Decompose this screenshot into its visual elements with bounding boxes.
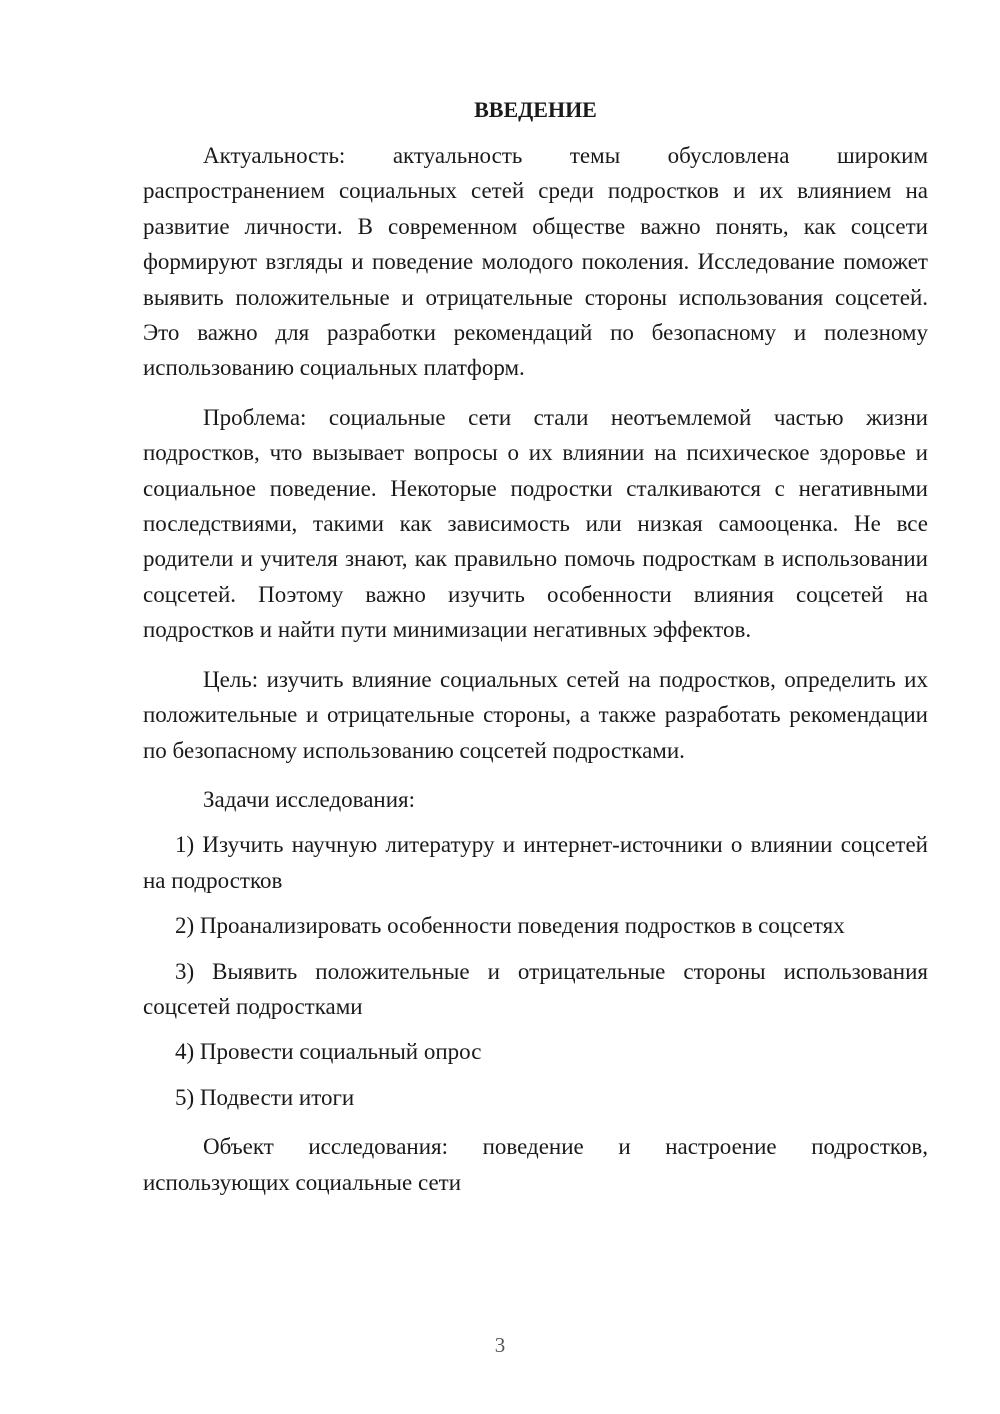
task-item-5: 5) Подвести итоги bbox=[175, 1084, 355, 1110]
tasks-heading: Задачи исследования: bbox=[203, 786, 416, 812]
task-item-4: 4) Провести социальный опрос bbox=[175, 1039, 482, 1065]
relevance-paragraph: Актуальность: актуальность темы обусловлена широким распространением социальных сетей среди подростков и их влиянием на развитие личности. В современном обществе важно понять, как соцсети формируют взгляды и поведение молодого поколения. Исследование поможет выявить положительные и отрицательные стороны использования соцсетей. Это важно для разработки рекомендаций по безопасному и полезному использованию социальных платформ. bbox=[143, 143, 928, 381]
problem-paragraph: Проблема: социальные сети стали неотъемлемой частью жизни подростков, что вызывает вопросы о их влиянии на психическое здоровье и социальное поведение. Некоторые подростки сталкиваются с негативными последствиями, такими как зависимость или низкая самооценка. Не все родители и учителя знают, как правильно помочь подросткам в использовании соцсетей. Поэтому важно изучить особенности влияния соцсетей на подростков и найти пути минимизации негативных эффектов. bbox=[143, 404, 928, 643]
document-body bbox=[143, 92, 928, 1214]
goal-paragraph: Цель: изучить влияние социальных сетей на подростков, определить их положительные и отрицательные стороны, а также разработать рекомендации по безопасному использованию соцсетей подростками. bbox=[143, 666, 928, 763]
task-item-3: 3) Выявить положительные и отрицательные стороны использования соцсетей подростками bbox=[143, 958, 928, 1019]
page-number: 3 bbox=[494, 1333, 506, 1357]
object-paragraph: Объект исследования: поведение и настроение подростков, использующих социальные сети bbox=[143, 1134, 928, 1195]
task-item-2: 2) Проанализировать особенности поведения подростков в соцсетях bbox=[175, 913, 845, 939]
task-item-1: 1) Изучить научную литературу и интернет-источники о влиянии соцсетей на подростков bbox=[143, 832, 928, 893]
section-title: ВВЕДЕНИЕ bbox=[474, 97, 597, 122]
